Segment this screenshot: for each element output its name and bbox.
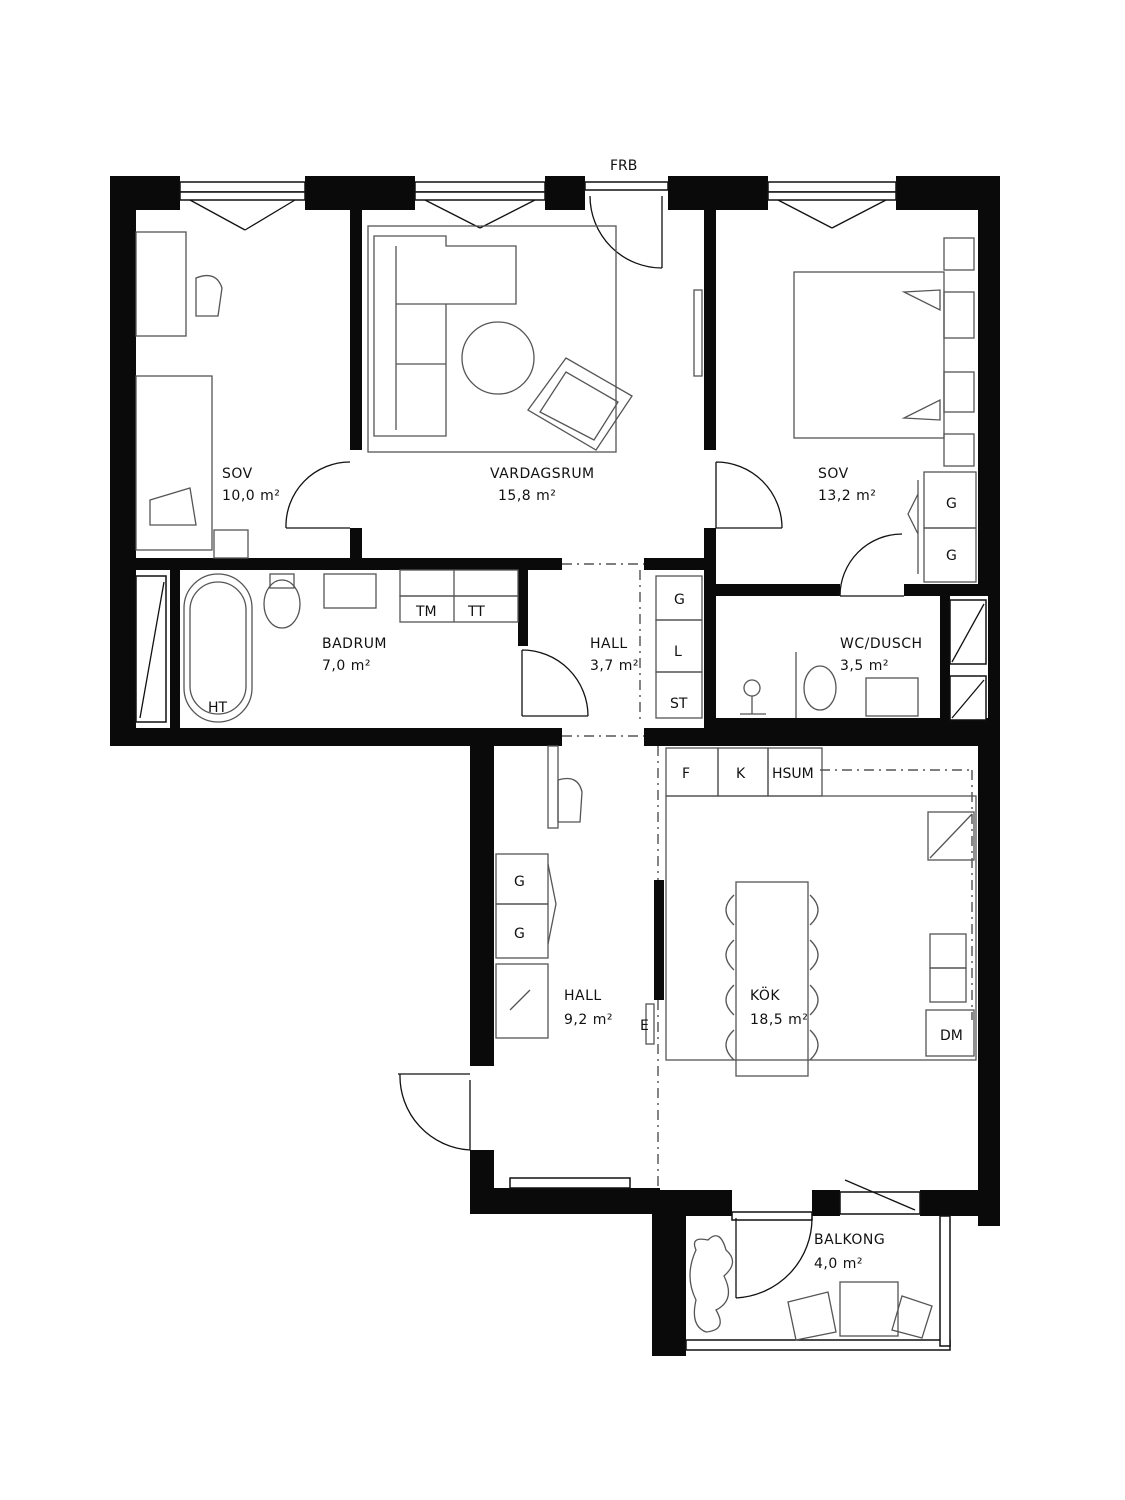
e-label: E	[640, 1018, 649, 1034]
hall-2-name: HALL	[564, 988, 602, 1004]
hall-1-area: 3,7 m²	[590, 658, 639, 674]
ht-label: HT	[208, 700, 228, 716]
balkong-name: BALKONG	[814, 1232, 886, 1248]
frb-label: FRB	[610, 158, 638, 174]
hall-2-area: 9,2 m²	[564, 1012, 613, 1028]
sov-1-name: SOV	[222, 466, 253, 482]
kok-area: 18,5 m²	[750, 1012, 809, 1028]
hsum-label: HSUM	[772, 766, 814, 782]
dishwasher-label: DM	[940, 1028, 963, 1044]
closet-l-label: L	[674, 644, 682, 660]
sov1-furniture	[136, 232, 248, 558]
sov2-closet-g-2-label: G	[946, 548, 957, 564]
tm-label: TM	[416, 604, 437, 620]
freezer-label: K	[736, 766, 746, 782]
sov-2-area: 13,2 m²	[818, 488, 877, 504]
hall2-closet-g-1-label: G	[514, 874, 525, 890]
badrum-name: BADRUM	[322, 636, 388, 652]
vardagsrum-name: VARDAGSRUM	[490, 466, 595, 482]
windows	[136, 182, 986, 1350]
vardagsrum-area: 15,8 m²	[498, 488, 557, 504]
balkong-area: 4,0 m²	[814, 1256, 863, 1272]
sov2-closet-g-1-label: G	[946, 496, 957, 512]
badrum-area: 7,0 m²	[322, 658, 371, 674]
sov2-furniture	[794, 238, 976, 582]
tt-label: TT	[468, 604, 485, 620]
wc-furniture	[740, 652, 918, 718]
closet-g-label: G	[674, 592, 685, 608]
wc-dusch-name: WC/DUSCH	[840, 636, 923, 652]
balcony-furniture	[690, 1236, 932, 1340]
fridge-label: F	[682, 766, 691, 782]
kitchen-furniture	[666, 748, 976, 1076]
kok-name: KÖK	[750, 988, 781, 1004]
sov-1-area: 10,0 m²	[222, 488, 281, 504]
closet-st-label: ST	[670, 696, 688, 712]
doors	[286, 196, 904, 1298]
vardagsrum-furniture	[368, 226, 702, 452]
hall-1-name: HALL	[590, 636, 628, 652]
hall2-closet-g-2-label: G	[514, 926, 525, 942]
fixture-labels	[208, 158, 963, 1044]
wc-dusch-area: 3,5 m²	[840, 658, 889, 674]
interior-walls	[110, 210, 1000, 1000]
sov-2-name: SOV	[818, 466, 849, 482]
